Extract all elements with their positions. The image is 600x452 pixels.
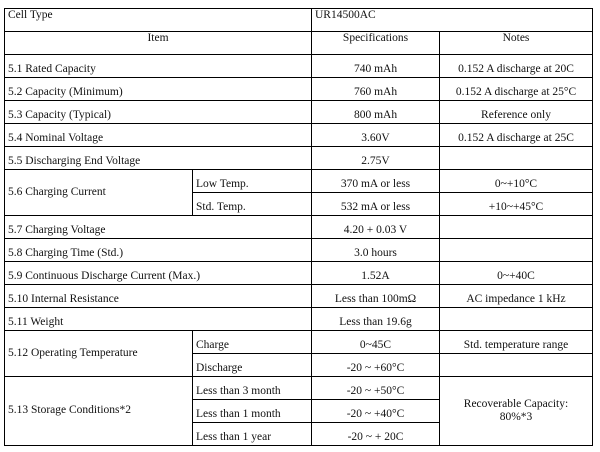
spec-value: 532 mA or less (312, 193, 440, 216)
item-label: 5.12 Operating Temperature (5, 331, 193, 377)
sub-condition: Less than 3 month (193, 377, 312, 400)
note-value: 0~+10°C (440, 170, 593, 193)
sub-condition: Std. Temp. (193, 193, 312, 216)
sub-condition: Less than 1 month (193, 400, 312, 423)
cell-type-label: Cell Type (5, 9, 312, 32)
item-label: 5.3 Capacity (Typical) (5, 101, 312, 124)
spec-value: Less than 100mΩ (312, 285, 440, 308)
item-label: 5.7 Charging Voltage (5, 216, 312, 239)
item-label: 5.8 Charging Time (Std.) (5, 239, 312, 262)
table-row (5, 170, 593, 193)
item-label: 5.5 Discharging End Voltage (5, 147, 312, 170)
spec-value: 740 mAh (312, 55, 440, 78)
item-header: Item (5, 32, 312, 55)
table-row (5, 285, 593, 308)
table-row (5, 239, 593, 262)
sub-condition: Discharge (193, 354, 312, 377)
table-row (5, 55, 593, 78)
cell-spec-table (4, 8, 593, 446)
spec-value: 370 mA or less (312, 170, 440, 193)
table-row (5, 147, 593, 170)
spec-value: 3.60V (312, 124, 440, 147)
recoverable-capacity-note (440, 377, 593, 446)
spec-table-container (4, 8, 593, 446)
note-value (440, 239, 593, 262)
spec-value: 1.52A (312, 262, 440, 285)
table-row (5, 377, 593, 400)
spec-value: Less than 19.6g (312, 308, 440, 331)
note-value (440, 147, 593, 170)
note-value: 0.152 A discharge at 25°C (440, 78, 593, 101)
note-value (440, 216, 593, 239)
note-value-empty (440, 354, 593, 377)
item-label: 5.11 Weight (5, 308, 312, 331)
spec-value: -20 ~ +40°C (312, 400, 440, 423)
spec-value: 800 mAh (312, 101, 440, 124)
spec-value: 760 mAh (312, 78, 440, 101)
note-value: Std. temperature range (440, 331, 593, 354)
cell-type-value: UR14500AC (312, 9, 593, 32)
item-label: 5.9 Continuous Discharge Current (Max.) (5, 262, 312, 285)
cell-type-row (5, 9, 593, 32)
item-label: 5.2 Capacity (Minimum) (5, 78, 312, 101)
table-row (5, 78, 593, 101)
sub-condition: Less than 1 year (193, 423, 312, 446)
item-label: 5.10 Internal Resistance (5, 285, 312, 308)
sub-condition: Low Temp. (193, 170, 312, 193)
note-value: 0.152 A discharge at 20C (440, 55, 593, 78)
notes-header: Notes (440, 32, 593, 55)
note-line: Recoverable Capacity: (463, 397, 569, 410)
spec-value: -20 ~ +60°C (312, 354, 440, 377)
note-value: Reference only (440, 101, 593, 124)
specifications-header: Specifications (312, 32, 440, 55)
note-value (440, 308, 593, 331)
table-row (5, 124, 593, 147)
item-label: 5.4 Nominal Voltage (5, 124, 312, 147)
item-label: 5.1 Rated Capacity (5, 55, 312, 78)
table-row (5, 216, 593, 239)
table-row (5, 262, 593, 285)
note-value: AC impedance 1 kHz (440, 285, 593, 308)
spec-value: 2.75V (312, 147, 440, 170)
header-row (5, 32, 593, 55)
note-value: 0.152 A discharge at 25C (440, 124, 593, 147)
spec-value: 0~45C (312, 331, 440, 354)
sub-condition: Charge (193, 331, 312, 354)
note-line: 80%*3 (499, 410, 533, 423)
table-row (5, 101, 593, 124)
note-value: +10~+45°C (440, 193, 593, 216)
spec-value: 3.0 hours (312, 239, 440, 262)
spec-value: -20 ~ + 20C (312, 423, 440, 446)
note-value: 0~+40C (440, 262, 593, 285)
table-row (5, 308, 593, 331)
spec-value: -20 ~ +50°C (312, 377, 440, 400)
item-label: 5.6 Charging Current (5, 170, 193, 216)
item-label: 5.13 Storage Conditions*2 (5, 377, 193, 446)
table-row (5, 331, 593, 354)
spec-value: 4.20 + 0.03 V (312, 216, 440, 239)
